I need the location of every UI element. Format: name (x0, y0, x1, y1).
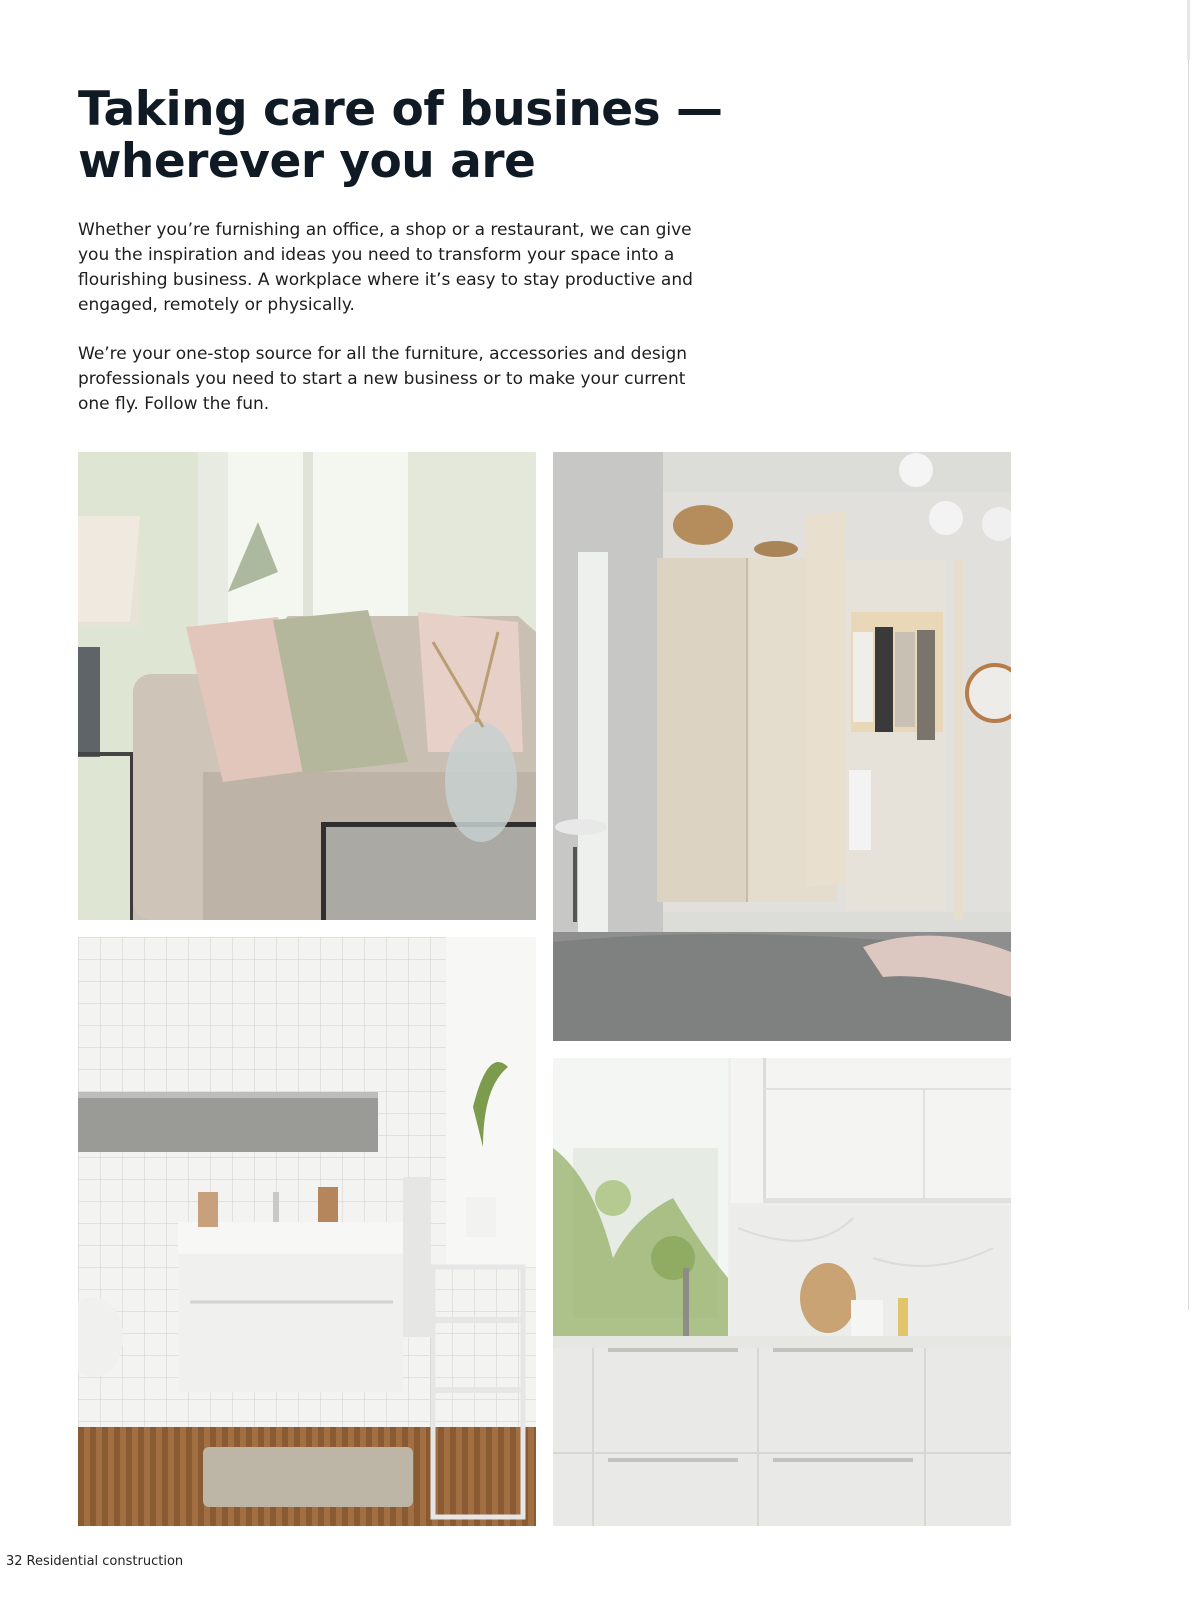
body-paragraph: We’re your one-stop source for all the furniture, accessories and design professionals you need to start a new business or to make your current one fly. Follow the fun. (78, 344, 688, 414)
page-edge-rule (1188, 0, 1189, 1310)
bedroom-wardrobe-photo (553, 452, 1011, 1041)
living-room-sofa-photo (78, 452, 536, 920)
page-edge-mark (1187, 0, 1190, 60)
page-number: 32 (6, 1554, 23, 1569)
page-heading: Taking care of busines — wherever you are (78, 82, 723, 189)
intro-paragraph: Whether you’re furnishing an office, a shop or a restaurant, we can give you the inspiration and ideas you need to transform your space into a flourishing business. A workplace where it’s easy to stay productive and engaged, remotely or physically. (78, 220, 693, 315)
section-label: Residential construction (26, 1554, 184, 1569)
page-footer (6, 1554, 187, 1569)
bathroom-vanity-photo (78, 937, 536, 1526)
kitchen-counter-photo (553, 1058, 1011, 1526)
